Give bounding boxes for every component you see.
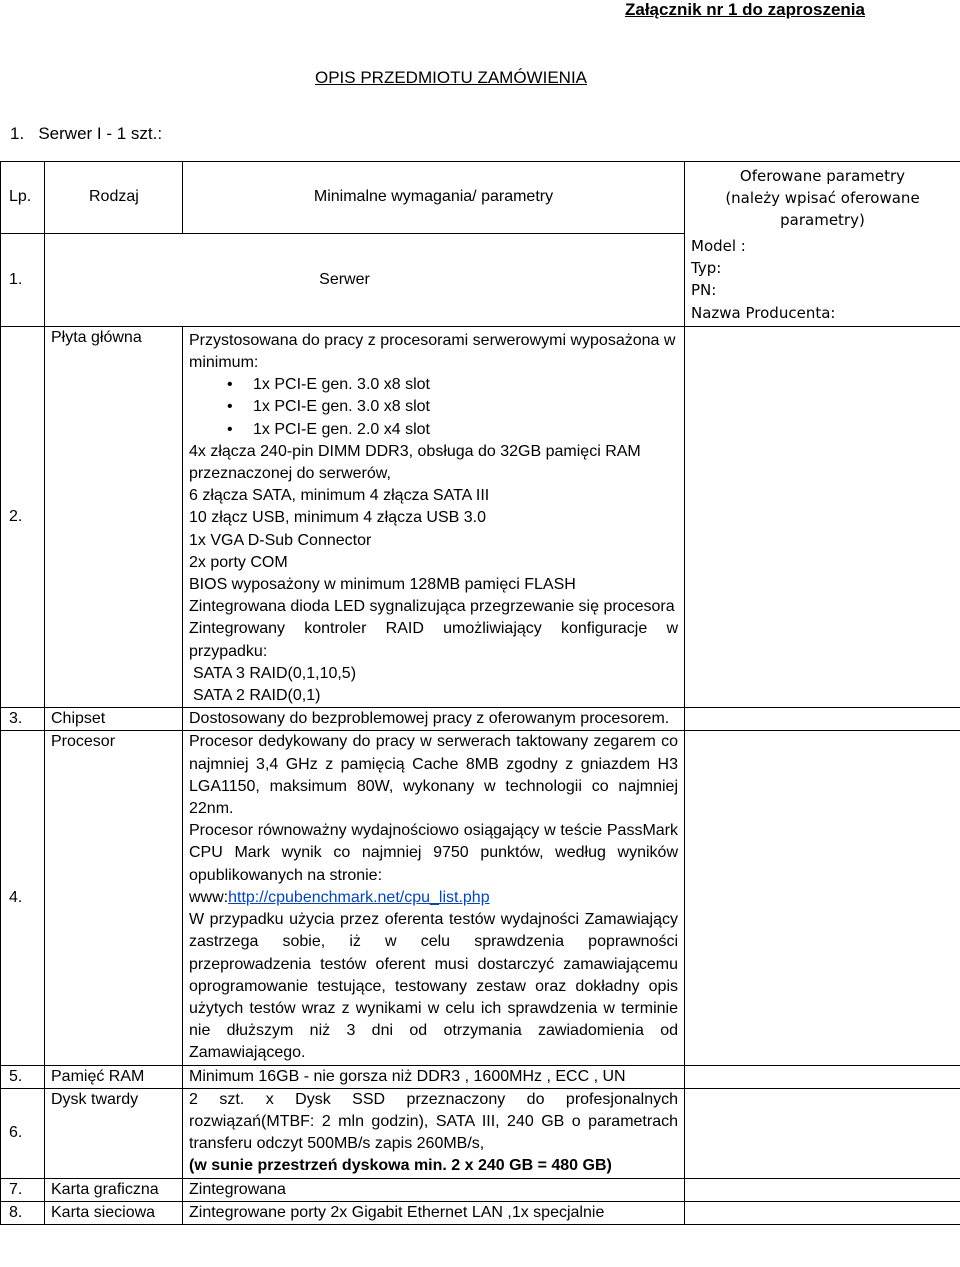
row4-para: W przypadku użycia przez oferenta testów wydajności Zamawiający zastrzega sobie, iż w celu sprawdzenia poprawności przeprowadzenia testów oferent musi dostarczyć zamawiającemu oprogramowanie testujące, testowany zestaw oraz dokładny opis użytych testów wraz z wynikami w celu ich sprawdzenia w terminie nie dłuższym niż 3 dni od otrzymania zawiadomienia od Zamawiającego.	[189, 911, 678, 1062]
row4-para: Procesor dedykowany do pracy w serwerach taktowany zegarem co najmniej 3,4 GHz z pamięcią Cache 8MB zgodny z gniazdem H3 LGA1150, maksimum 80W, wykonany w technologii co najmniej 22nm.	[189, 733, 678, 818]
row2-offer[interactable]	[685, 326, 960, 707]
row8-lp: 8.	[1, 1201, 45, 1224]
row1-name: Serwer	[45, 234, 685, 327]
main-title: OPIS PRZEDMIOTU ZAMÓWIENIA	[315, 68, 588, 87]
list-item: • 1x PCI-E gen. 3.0 x8 slot	[227, 396, 678, 418]
row2-line: Zintegrowany kontroler RAID umożliwiający konfiguracje w przypadku:	[189, 620, 678, 660]
row2-lp: 2.	[1, 326, 45, 707]
row2-line: Zintegrowana dioda LED sygnalizująca przegrzewanie się procesora	[189, 598, 675, 616]
row5-type: Pamięć RAM	[45, 1065, 183, 1088]
row4-link-line	[189, 887, 678, 909]
row5-lp: 5.	[1, 1065, 45, 1088]
row3-offer[interactable]	[685, 708, 960, 731]
row8-requirements: Zintegrowane porty 2x Gigabit Ethernet LAN ,1x specjalnie	[183, 1201, 685, 1224]
row7-type: Karta graficzna	[45, 1178, 183, 1201]
row6-offer[interactable]	[685, 1088, 960, 1178]
row2-type: Płyta główna	[45, 326, 183, 707]
row4-para: Procesor równoważny wydajnościowo osiągający w teście PassMark CPU Mark wynik co najmniej 9750 punktów, według wyników opublikowanych na stronie:	[189, 822, 678, 884]
row3-requirements: Dostosowany do bezproblemowej pracy z oferowanym procesorem.	[183, 708, 685, 731]
row7-requirements: Zintegrowana	[183, 1178, 685, 1201]
row6-lp: 6.	[1, 1088, 45, 1178]
row5-offer[interactable]	[685, 1065, 960, 1088]
offer-cell[interactable]	[685, 162, 960, 327]
row6-para: 2 szt. x Dysk SSD przeznaczony do profesjonalnych rozwiązań(MTBF: 2 mln godzin), SATA III, 240 GB o parametrach transferu odczyt 500MB/s zapis 260MB/s,	[189, 1090, 678, 1153]
header-lp: Lp.	[1, 162, 45, 234]
list-item: • 1x PCI-E gen. 2.0 x4 slot	[227, 419, 678, 441]
row7-lp: 7.	[1, 1178, 45, 1201]
row4-type: Procesor	[45, 731, 183, 1065]
row7-offer[interactable]	[685, 1178, 960, 1201]
row2-raid: SATA 3 RAID(0,1,10,5)	[193, 664, 357, 682]
row2-line: 1x VGA D-Sub Connector	[189, 531, 372, 549]
row4-offer[interactable]	[685, 731, 960, 1065]
offer-field-type: Typ:	[691, 259, 722, 278]
row4-requirements	[183, 731, 685, 1065]
row2-line: BIOS wyposażony w minimum 128MB pamięci FLASH	[189, 576, 576, 594]
row2-line: 10 złącz USB, minimum 4 złącza USB 3.0	[189, 509, 486, 527]
cpubenchmark-link[interactable]: http://cpubenchmark.net/cpu_list.php	[228, 888, 490, 906]
annex-title: Załącznik nr 1 do zaproszenia	[625, 0, 865, 19]
row2-raid: SATA 2 RAID(0,1)	[193, 687, 321, 705]
header-offered-params: Oferowane parametry	[739, 167, 906, 185]
header-rodzaj: Rodzaj	[45, 162, 183, 234]
row2-line: 6 złącza SATA, minimum 4 złącza SATA III	[189, 487, 490, 505]
offer-field-manufacturer: Nazwa Producenta:	[691, 303, 836, 322]
row8-offer[interactable]	[685, 1201, 960, 1224]
row2-intro: Przystosowana do pracy z procesorami serwerowymi wyposażona w minimum:	[189, 331, 676, 372]
spec-table	[0, 161, 960, 1225]
list-item: • 1x PCI-E gen. 3.0 x8 slot	[227, 374, 678, 396]
offer-field-model: Model :	[691, 237, 746, 255]
row3-type: Chipset	[45, 708, 183, 731]
row3-lp: 3.	[1, 708, 45, 731]
row8-type: Karta sieciowa	[45, 1201, 183, 1224]
header-requirements: Minimalne wymagania/ parametry	[183, 162, 685, 234]
row6-type: Dysk twardy	[45, 1088, 183, 1178]
row2-slot-list	[189, 374, 678, 441]
row6-total: (w sunie przestrzeń dyskowa min. 2 x 240 GB = 480 GB)	[189, 1157, 612, 1175]
header-offered-note: (należy wpisać oferowane parametry)	[725, 189, 920, 229]
offer-fields	[691, 235, 954, 324]
row6-requirements	[183, 1088, 685, 1178]
offer-field-pn: PN:	[691, 281, 717, 300]
row5-requirements: Minimum 16GB - nie gorsza niż DDR3 , 1600MHz , ECC , UN	[183, 1065, 685, 1088]
row1-lp: 1.	[1, 234, 45, 327]
row2-line: 2x porty COM	[189, 553, 288, 571]
section-title: 1. Serwer I - 1 szt.:	[10, 124, 163, 143]
row2-line: 4x złącza 240-pin DIMM DDR3, obsługa do 32GB pamięci RAM przeznaczonej do serwerów,	[189, 442, 641, 483]
link-prefix: www:	[189, 888, 229, 906]
row4-lp: 4.	[1, 731, 45, 1065]
row2-requirements	[183, 326, 685, 707]
